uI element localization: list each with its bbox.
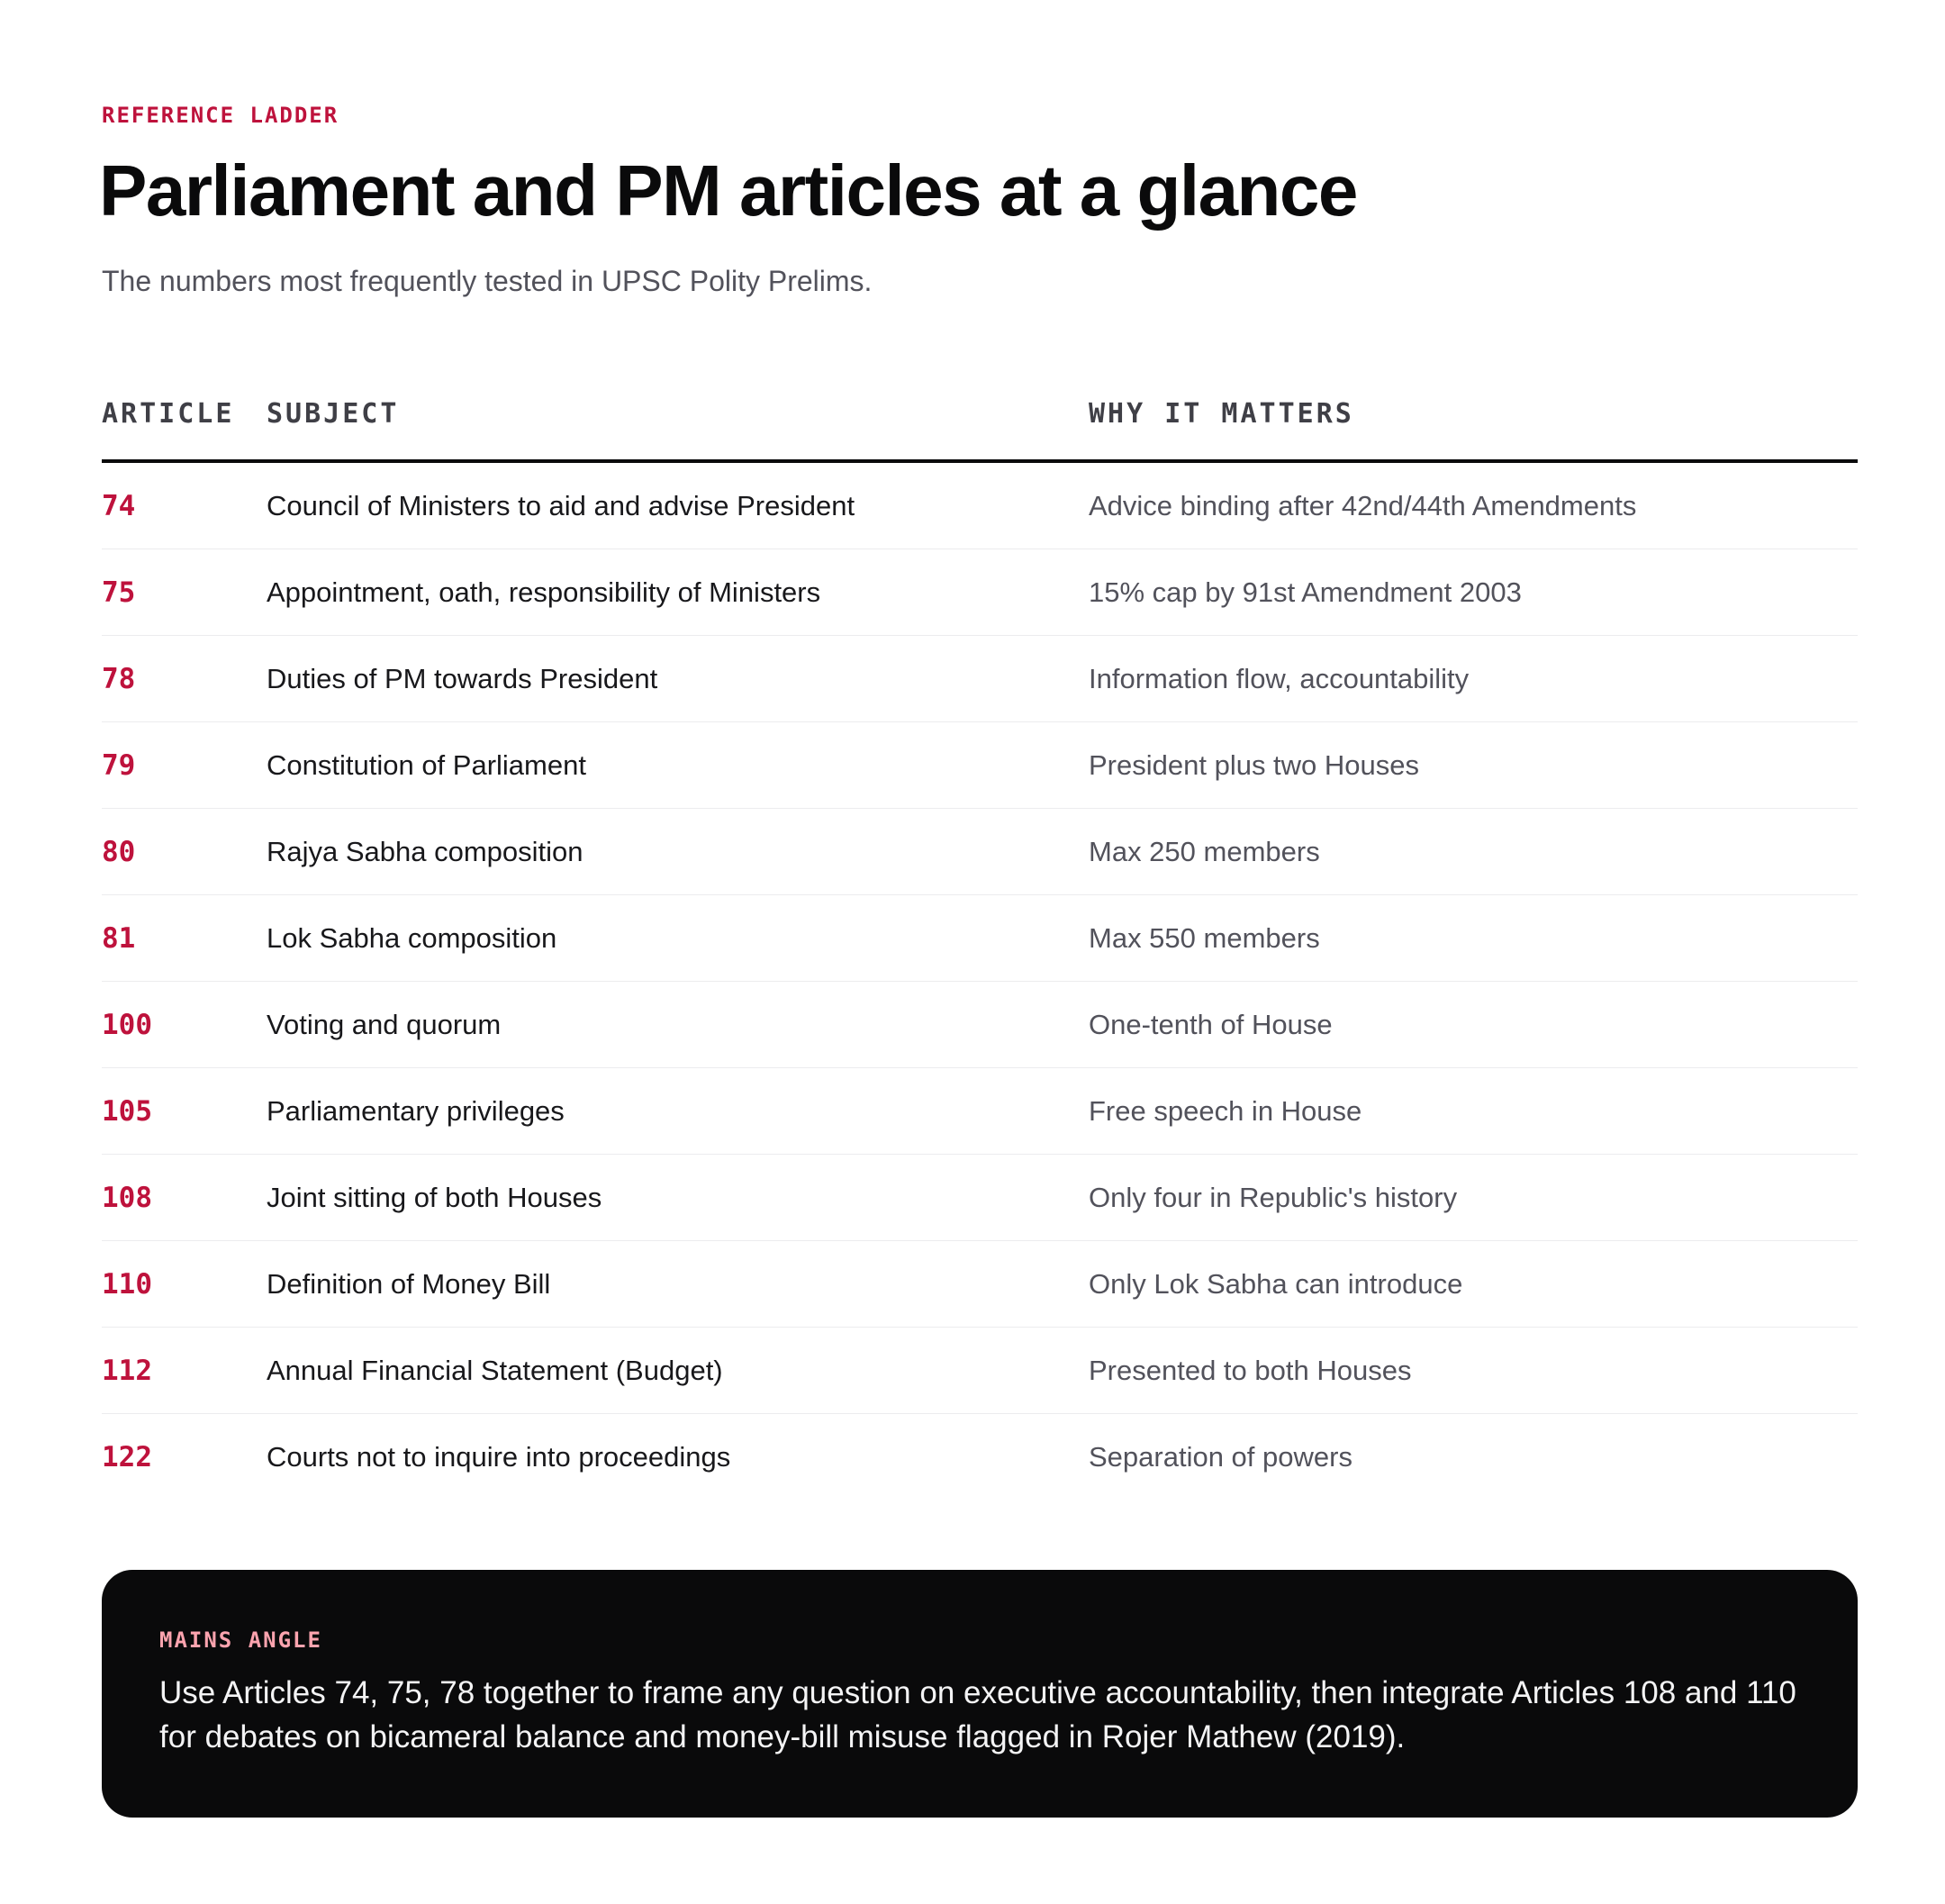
article-subject: Voting and quorum xyxy=(267,1009,502,1040)
table-row xyxy=(102,549,1858,636)
table-row xyxy=(102,463,1858,549)
table-row xyxy=(102,1414,1858,1500)
table-row xyxy=(102,1068,1858,1155)
table-row xyxy=(102,809,1858,895)
column-header-why-it-matters: WHY IT MATTERS xyxy=(1089,398,1354,430)
article-number: 122 xyxy=(102,1441,152,1473)
article-subject: Constitution of Parliament xyxy=(267,749,586,781)
page-subtitle: The numbers most frequently tested in UPSC Polity Prelims. xyxy=(102,265,873,297)
article-significance: Only four in Republic's history xyxy=(1089,1182,1458,1213)
table-header xyxy=(102,387,1858,463)
table-row xyxy=(102,982,1858,1068)
article-subject: Annual Financial Statement (Budget) xyxy=(267,1355,723,1386)
article-subject: Rajya Sabha composition xyxy=(267,836,584,867)
table-row xyxy=(102,636,1858,722)
table-row xyxy=(102,1241,1858,1328)
article-significance: 15% cap by 91st Amendment 2003 xyxy=(1089,576,1522,608)
article-significance: Max 550 members xyxy=(1089,922,1320,954)
articles-table xyxy=(102,387,1858,1500)
column-header-article: ARTICLE xyxy=(102,398,235,430)
article-number: 75 xyxy=(102,576,136,609)
article-subject: Lok Sabha composition xyxy=(267,922,557,954)
article-number: 80 xyxy=(102,836,136,868)
eyebrow-label: REFERENCE LADDER xyxy=(102,103,339,128)
article-number: 78 xyxy=(102,663,136,695)
article-number: 110 xyxy=(102,1268,152,1301)
callout-text: Use Articles 74, 75, 78 together to frame any question on executive accountability, then integrate Articles 108 and 110 for debates on bicameral balance and money-bill misuse flagged in Rojer Mathew (2019). xyxy=(159,1675,1796,1754)
article-significance: Only Lok Sabha can introduce xyxy=(1089,1268,1463,1300)
article-number: 108 xyxy=(102,1182,152,1214)
article-number: 100 xyxy=(102,1009,152,1041)
article-subject: Appointment, oath, responsibility of Ministers xyxy=(267,576,821,608)
article-significance: Max 250 members xyxy=(1089,836,1320,867)
table-row xyxy=(102,895,1858,982)
article-subject: Duties of PM towards President xyxy=(267,663,658,694)
article-subject: Parliamentary privileges xyxy=(267,1095,565,1127)
article-significance: Free speech in House xyxy=(1089,1095,1362,1127)
article-significance: President plus two Houses xyxy=(1089,749,1420,781)
article-significance: Information flow, accountability xyxy=(1089,663,1470,694)
table-row xyxy=(102,722,1858,809)
column-header-subject: SUBJECT xyxy=(267,398,400,430)
table-row xyxy=(102,1328,1858,1414)
article-significance: One-tenth of House xyxy=(1089,1009,1333,1040)
article-subject: Joint sitting of both Houses xyxy=(267,1182,602,1213)
article-subject: Courts not to inquire into proceedings xyxy=(267,1441,731,1473)
callout-label: MAINS ANGLE xyxy=(159,1627,322,1653)
mains-angle-callout xyxy=(102,1570,1858,1818)
article-number: 81 xyxy=(102,922,136,955)
article-subject: Definition of Money Bill xyxy=(267,1268,551,1300)
article-significance: Separation of powers xyxy=(1089,1441,1352,1473)
article-number: 74 xyxy=(102,490,136,522)
article-subject: Council of Ministers to aid and advise President xyxy=(267,490,855,521)
article-number: 79 xyxy=(102,749,136,782)
article-significance: Advice binding after 42nd/44th Amendments xyxy=(1089,490,1637,521)
table-row xyxy=(102,1155,1858,1241)
article-significance: Presented to both Houses xyxy=(1089,1355,1412,1386)
article-number: 112 xyxy=(102,1355,152,1387)
page-title: Parliament and PM articles at a glance xyxy=(99,150,1357,231)
article-number: 105 xyxy=(102,1095,152,1128)
